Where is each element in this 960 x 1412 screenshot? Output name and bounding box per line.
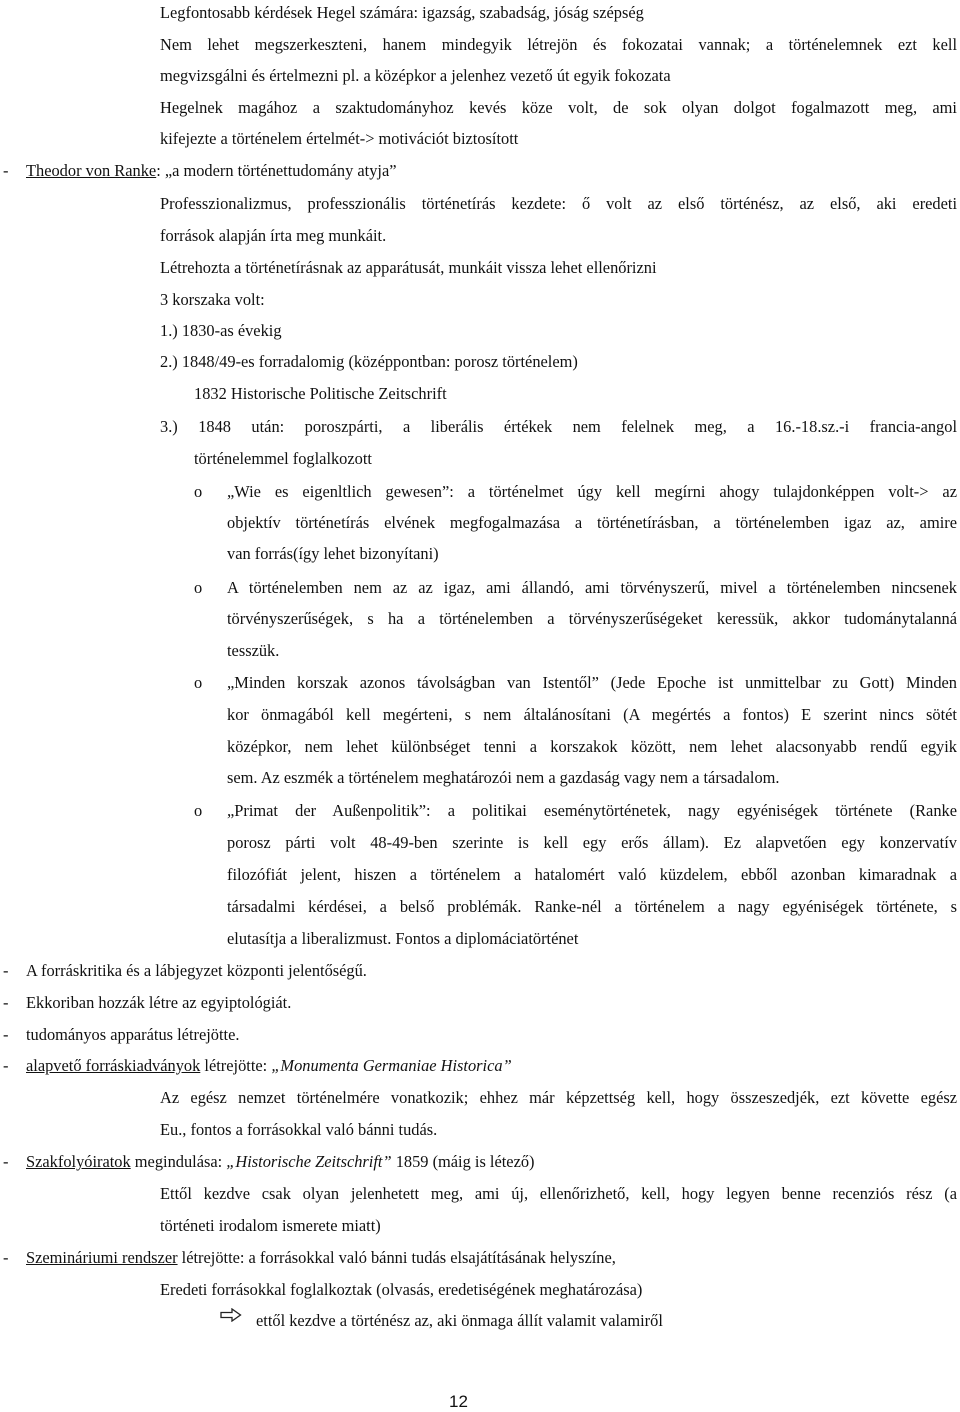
underlined-term: Szemináriumi rendszer [26, 1248, 178, 1267]
text-line: kifejezte a történelem értelmét-> motivációt biztosított [160, 129, 519, 148]
text-line: van forrás(így lehet bizonyítani) [227, 544, 439, 563]
page-number: 12 [449, 1392, 468, 1411]
text-line: A történelemben nem az az igaz, ami állandó, ami törvényszerű, mivel a történelemben nincsenek [227, 578, 957, 597]
text-line: kor önmagából kell megérteni, s nem általánosítani (A megértés a fontos) E szerint nincs sötét [227, 705, 957, 724]
text-line: A forráskritika és a lábjegyzet központi jelentőségű. [26, 961, 367, 980]
o-bullet: o [194, 801, 203, 820]
text-line: Ettől kezdve csak olyan jelenhetett meg, ami új, ellenőrizhető, kell, hogy legyen benne recenziós rész (a [160, 1184, 957, 1203]
o-bullet: o [194, 673, 203, 692]
text-line: Az egész nemzet történelmére vonatkozik; ehhez már képzettség kell, hogy összeszedjék, ezt követte egész [160, 1088, 957, 1107]
text-line: porosz párti volt 48-49-ben szerinte is kell egy erős állam). Ez alapvetően egy konzervatív [227, 833, 957, 852]
text-line: 3.) 1848 után: poroszpárti, a liberális értékek nem felelnek meg, a 16.-18.sz.-i francia-angol [160, 417, 957, 436]
text-line: „Wie es eigenltlich gewesen”: a történelmet úgy kell megírni ahogy tulajdonképpen volt-> az [227, 482, 957, 501]
text-line: Legfontosabb kérdések Hegel számára: igazság, szabadság, jóság szépség [160, 3, 644, 22]
text-line: objektív történetírás elvének megfogalmazása a történetírásban, a történelemben igaz az, amire [227, 513, 957, 532]
text-line: sem. Az eszmék a történelem meghatározói nem a gazdaság vagy nem a társadalom. [227, 768, 780, 787]
dash-bullet: - [3, 1056, 9, 1075]
text-span: létrejötte: a forrásokkal való bánni tudás elsajátításának helyszíne, [177, 1248, 616, 1267]
text-line: ettől kezdve a történész az, aki önmaga állít valamit valamiről [256, 1311, 663, 1330]
ranke-title: : „a modern történettudomány atyja” [156, 161, 397, 180]
text-line: Ekkoriban hozzák létre az egyiptológiát. [26, 993, 292, 1012]
text-line: Eu., fontos a forrásokkal való bánni tudás. [160, 1120, 438, 1139]
text-line: társadalmi kérdései, a belső problémák. Ranke-nél a történelem a nagy egyéniségek története, s [227, 897, 957, 916]
dash-bullet: - [3, 993, 9, 1012]
text-span: 1859 (máig is létező) [391, 1152, 535, 1171]
text-line: 2.) 1848/49-es forradalomig (középpontban: porosz történelem) [160, 352, 578, 371]
text-line: elutasítja a liberalizmust. Fontos a diplomáciatörténet [227, 929, 579, 948]
text-line: történelemmel foglalkozott [194, 449, 372, 468]
underlined-term: alapvető forráskiadványok [26, 1056, 201, 1075]
italic-title: „Historische Zeitschrift” [226, 1152, 392, 1171]
text-line: Hegelnek magához a szaktudományhoz kevés köze volt, de sok olyan dolgot fogalmazott meg, ami [160, 98, 957, 117]
text-line: „Minden korszak azonos távolságban van Istentől” (Jede Epoche ist unmittelbar zu Gott) Minden [227, 673, 957, 692]
seminar-line [26, 1248, 616, 1268]
dash-bullet: - [3, 1248, 9, 1267]
ranke-heading [26, 161, 397, 181]
text-line: Professzionalizmus, professzionális történetírás kezdete: ő volt az első történész, az első, aki eredeti [160, 194, 957, 213]
ranke-name: Theodor von Ranke [26, 161, 157, 180]
text-line: megvizsgálni és értelmezni pl. a középkor a jelenhez vezető út egyik fokozata [160, 66, 671, 85]
dash-bullet: - [3, 161, 9, 180]
o-bullet: o [194, 578, 203, 597]
dash-bullet: - [3, 1025, 9, 1044]
text-line: Eredeti forrásokkal foglalkoztak (olvasás, eredetiségének meghatározása) [160, 1280, 643, 1299]
text-line: Nem lehet megszerkeszteni, hanem mindegyik létrejön és fokozatai vannak; a történelemnek ezt kell [160, 35, 957, 54]
text-line: filozófiát jelent, hiszen a történelem a hatalomért való küzdelem, ebből azonban kimaradnak a [227, 865, 957, 884]
text-line: 1832 Historische Politische Zeitschrift [194, 384, 447, 403]
text-line: történeti irodalom ismerete miatt) [160, 1216, 381, 1235]
dash-bullet: - [3, 1152, 9, 1171]
text-line: 1.) 1830-as évekig [160, 321, 282, 340]
italic-title: „Monumenta Germaniae Historica” [271, 1056, 512, 1075]
text-line: törvényszerűségek, s ha a történelemben a törvényszerűségeket keressük, akkor tudománytalanná [227, 609, 957, 628]
text-span: létrejötte: [200, 1056, 272, 1075]
text-line: tudományos apparátus létrejötte. [26, 1025, 240, 1044]
zeitschrift-line [26, 1152, 535, 1172]
text-line: tesszük. [227, 641, 280, 660]
dash-bullet: - [3, 961, 9, 980]
text-line: források alapján írta meg munkáit. [160, 226, 387, 245]
text-line: 3 korszaka volt: [160, 290, 265, 309]
outline-right-arrow-icon [220, 1308, 242, 1322]
underlined-term: Szakfolyóiratok [26, 1152, 131, 1171]
monumenta-line [26, 1056, 512, 1076]
text-line: „Primat der Außenpolitik”: a politikai eseménytörténetek, nagy egyéniségek története (Ranke [227, 801, 957, 820]
text-line: középkor, nem lehet különbséget tenni a korszakok között, nem lehet alacsonyabb rendű egyik [227, 737, 957, 756]
text-span: megindulása: [130, 1152, 227, 1171]
o-bullet: o [194, 482, 203, 501]
text-line: Létrehozta a történetírásnak az apparátusát, munkáit vissza lehet ellenőrizni [160, 258, 657, 277]
